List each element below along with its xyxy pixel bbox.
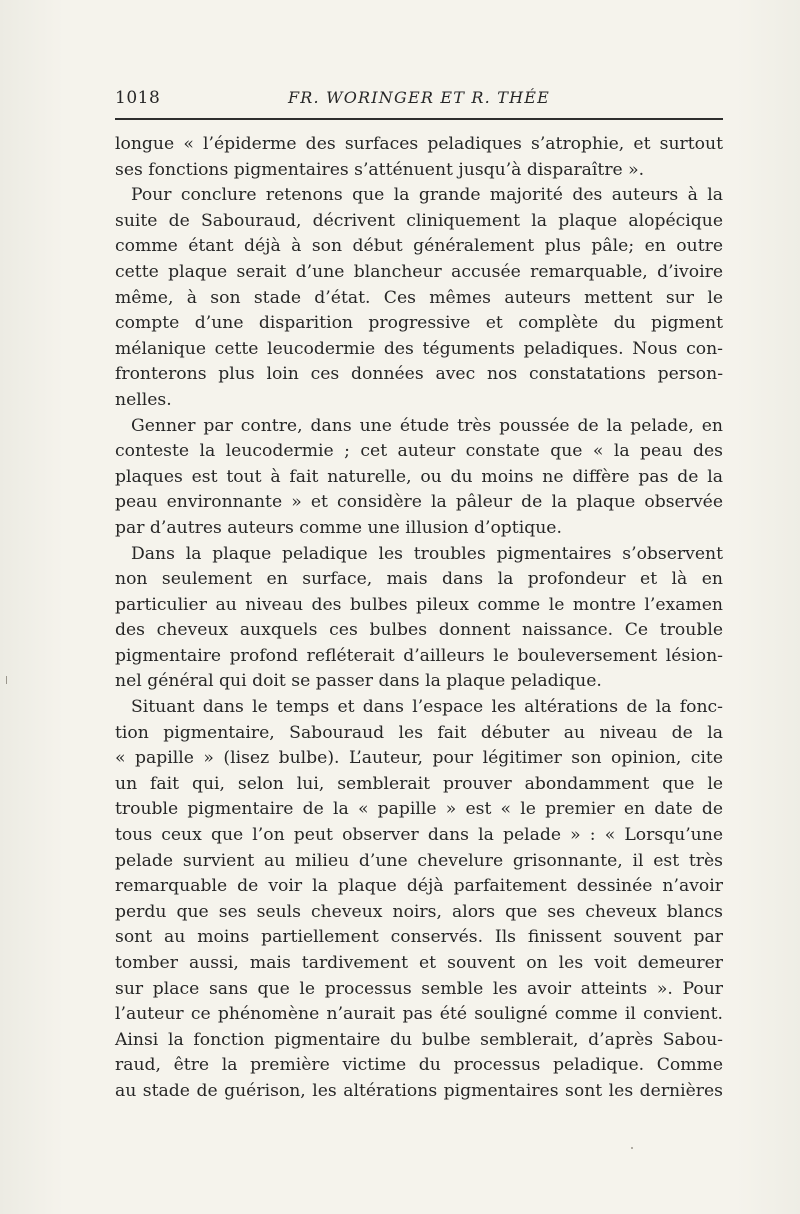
text-line: un fait qui, selon lui, semblerait prouver abondamment que le	[115, 773, 723, 794]
text-line: par d’autres auteurs comme une illusion d’optique.	[115, 517, 562, 538]
text-line: remarquable de voir la plaque déjà parfaitement dessinée n’avoir	[115, 876, 723, 897]
text-line: raud, être la première victime du processus peladique. Comme	[115, 1055, 723, 1076]
text-line: tous ceux que l’on peut observer dans la pelade » : « Lorsqu’une	[115, 825, 723, 846]
text-line: mélanique cette leucodermie des téguments peladiques. Nous con-	[115, 338, 723, 359]
paper-mark	[6, 676, 7, 684]
text-line: Dans la plaque peladique les troubles pigmentaires s’observent	[131, 543, 723, 564]
text-line: trouble pigmentaire de la « papille » est « le premier en date de	[115, 799, 723, 820]
text-line: « papille » (lisez bulbe). L’auteur, pour légitimer son opinion, cite	[115, 748, 723, 769]
text-line: nel général qui doit se passer dans la plaque peladique.	[115, 671, 602, 692]
text-line: même, à son stade d’état. Ces mêmes auteurs mettent sur le	[115, 287, 723, 308]
text-line: ses fonctions pigmentaires s’atténuent jusqu’à disparaître ».	[115, 159, 645, 180]
text-line: pelade survient au milieu d’une chevelure grisonnante, il est très	[115, 850, 723, 871]
text-line: tomber aussi, mais tardivement et souvent on les voit demeurer	[115, 953, 723, 973]
paper-speck	[631, 1147, 633, 1149]
text-line: compte d’une disparition progressive et complète du pigment	[115, 313, 723, 334]
page-number: 1018	[115, 88, 161, 108]
text-line: Genner par contre, dans une étude très poussée de la pelade, en	[131, 415, 723, 436]
text-line: particulier au niveau des bulbes pileux comme le montre l’examen	[115, 594, 723, 615]
text-line: nelles.	[115, 389, 172, 410]
text-line: Situant dans le temps et dans l’espace les altérations de la fonc-	[131, 697, 723, 718]
text-line: longue « l’épiderme des surfaces peladiques s’atrophie, et surtout	[115, 134, 723, 154]
page-header	[115, 88, 723, 112]
text-line: comme étant déjà à son début généralement plus pâle; en outre	[115, 236, 723, 257]
text-line: des cheveux auxquels ces bulbes donnent naissance. Ce trouble	[115, 620, 723, 641]
text-line: pigmentaire profond refléterait d’ailleurs le bouleversement lésion-	[115, 645, 723, 666]
text-line: tion pigmentaire, Sabouraud les fait débuter au niveau de la	[115, 722, 723, 743]
text-line: au stade de guérison, les altérations pigmentaires sont les dernières	[115, 1080, 723, 1101]
text-line: suite de Sabouraud, décrivent cliniquement la plaque alopécique	[115, 210, 723, 231]
text-line: l’auteur ce phénomène n’aurait pas été souligné comme il convient.	[115, 1004, 723, 1025]
running-head: FR. WORINGER ET R. THÉE	[287, 88, 551, 107]
text-line: sur place sans que le processus semble les avoir atteints ». Pour	[115, 978, 723, 999]
text-line: conteste la leucodermie ; cet auteur constate que « la peau des	[115, 441, 723, 462]
text-line: non seulement en surface, mais dans la profondeur et là en	[115, 569, 723, 590]
text-line: Pour conclure retenons que la grande majorité des auteurs à la	[131, 185, 723, 206]
text-line: peau environnante » et considère la pâleur de la plaque observée	[115, 492, 723, 513]
body-text	[115, 132, 723, 1105]
header-rule	[115, 118, 723, 120]
text-line: fronterons plus loin ces données avec nos constatations person-	[115, 364, 723, 385]
text-line: Ainsi la fonction pigmentaire du bulbe semblerait, d’après Sabou-	[115, 1029, 723, 1050]
text-line: cette plaque serait d’une blancheur accusée remarquable, d’ivoire	[115, 261, 723, 282]
text-line: perdu que ses seuls cheveux noirs, alors que ses cheveux blancs	[115, 901, 723, 922]
text-line: sont au moins partiellement conservés. Ils finissent souvent par	[115, 927, 723, 948]
text-line: plaques est tout à fait naturelle, ou du moins ne diffère pas de la	[115, 466, 723, 487]
